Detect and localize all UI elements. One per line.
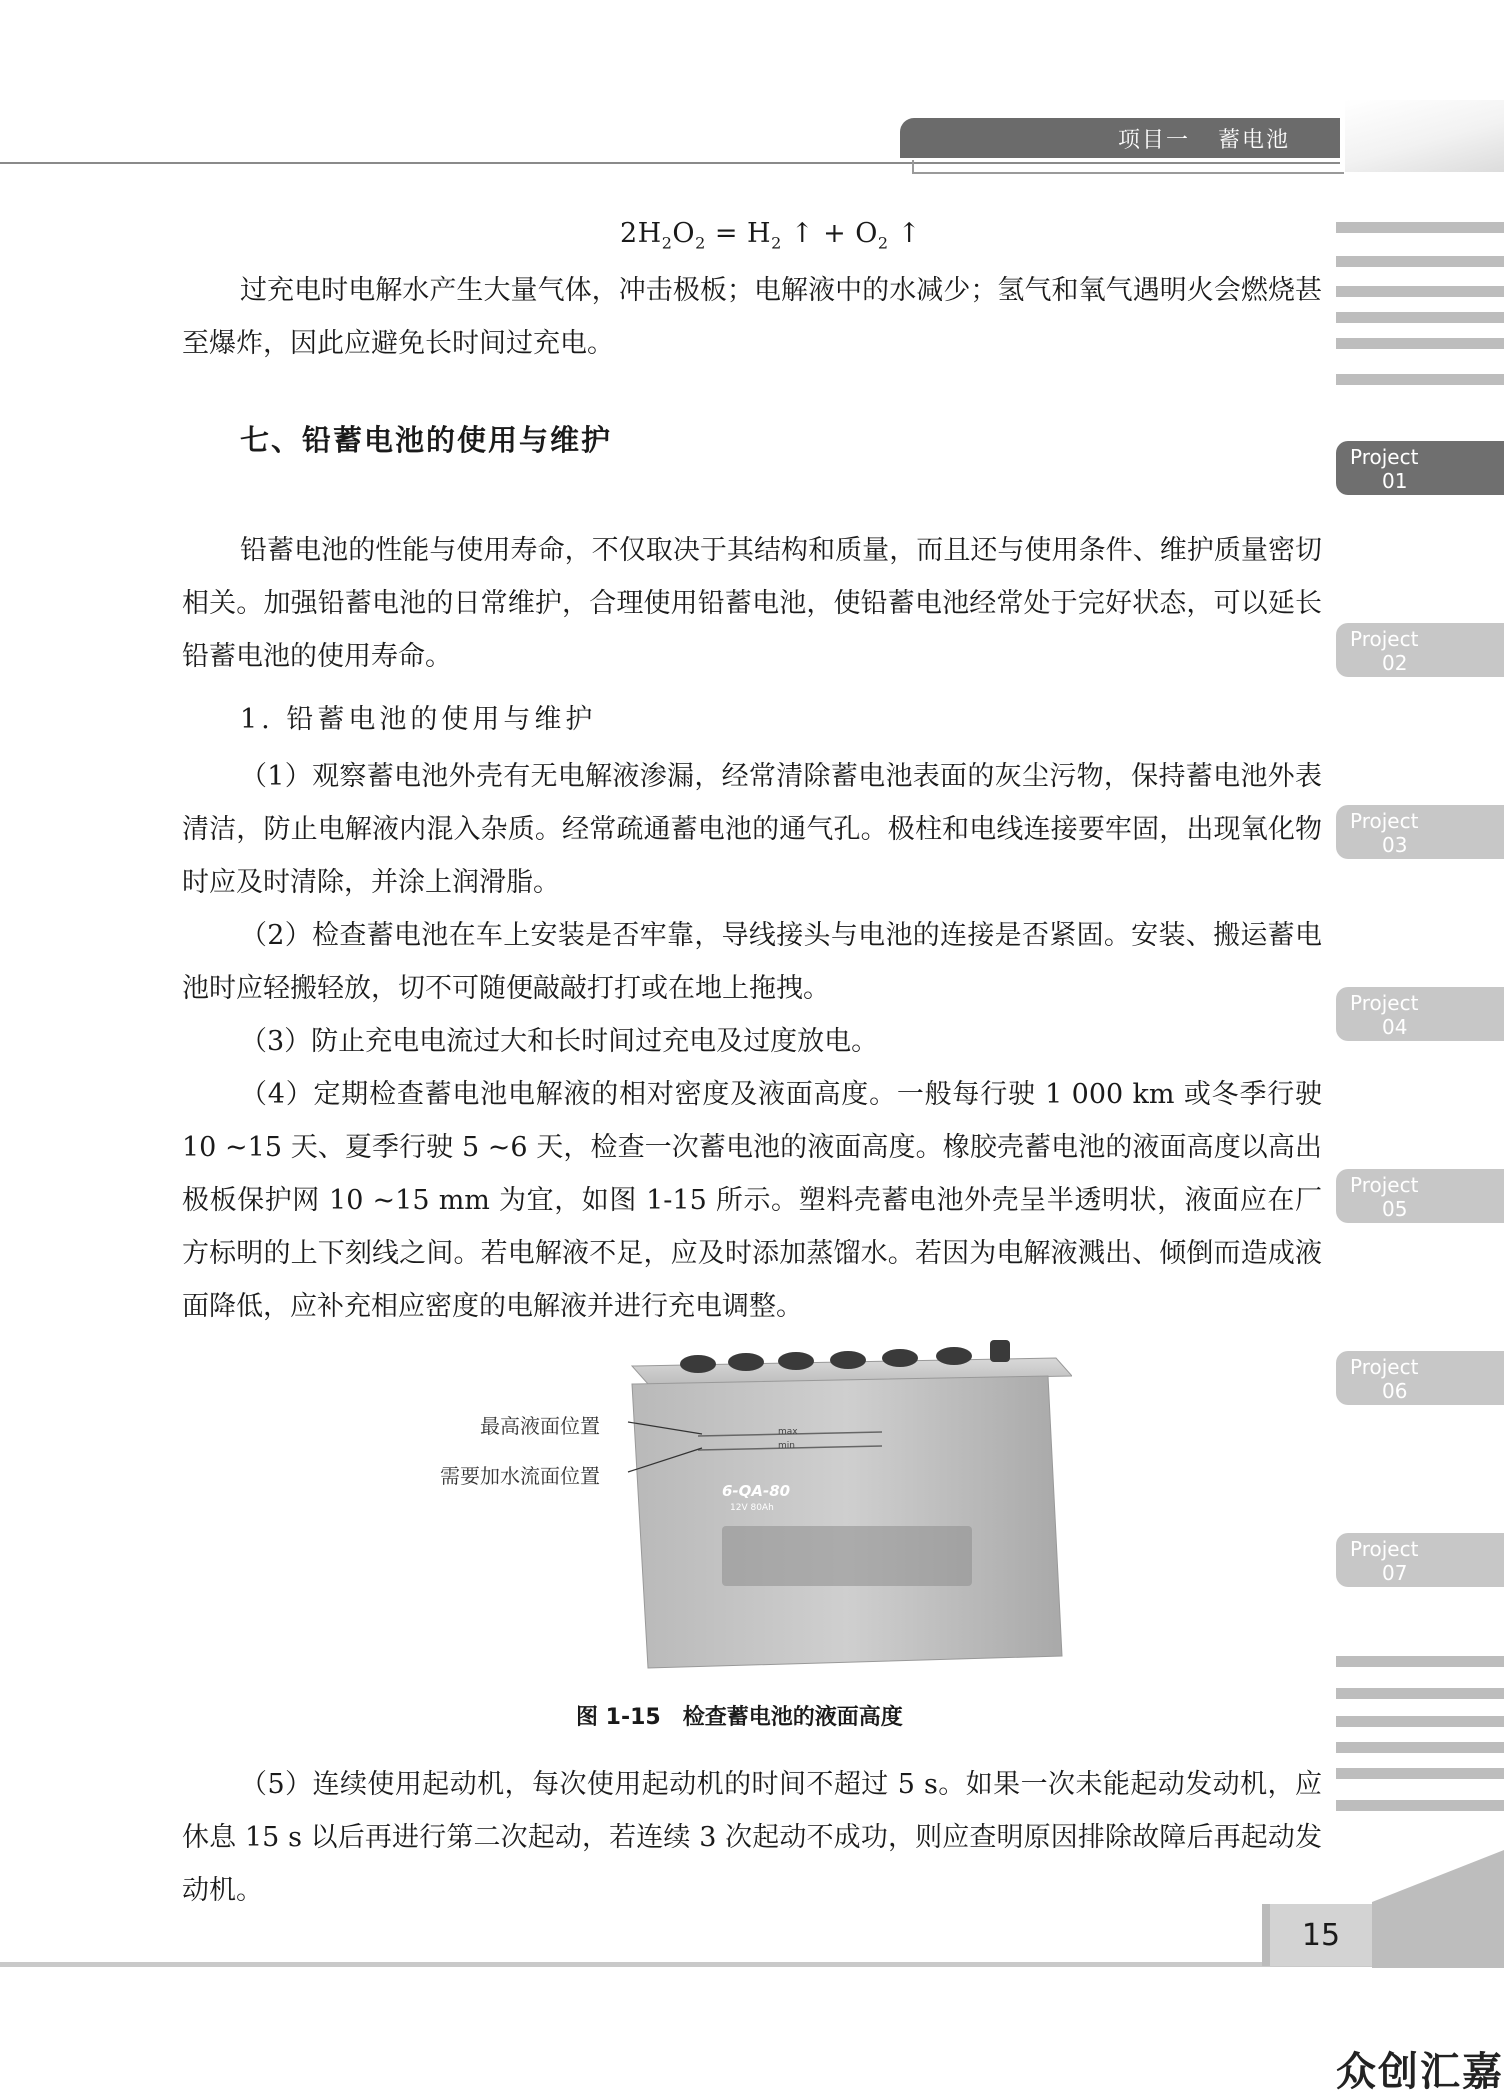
brand-watermark: 众创汇嘉: [1336, 2049, 1504, 2095]
project-tab-label: Project: [1350, 809, 1419, 833]
paragraph-overcharge: 过充电时电解水产生大量气体，冲击极板；电解液中的水减少；氢气和氧气遇明火会燃烧甚至爆炸，因此应避免长时间过充电。: [182, 275, 1322, 359]
project-tab-number: 03: [1382, 833, 1408, 857]
project-tab-06[interactable]: [1336, 1351, 1504, 1405]
project-tab-label: Project: [1350, 1355, 1419, 1379]
battery-spec-text: 12V 80Ah: [730, 1503, 774, 1513]
project-tab-number: 07: [1382, 1561, 1408, 1585]
battery-model-text: 6-QA-80: [722, 1482, 791, 1500]
label-min-level: 需要加水流面位置: [440, 1464, 600, 1488]
project-tab-01[interactable]: [1336, 441, 1504, 495]
decor-stripe: [1336, 222, 1504, 233]
decor-stripe: [1336, 1656, 1504, 1667]
footer-rule: [0, 1962, 1400, 1967]
decor-stripe: [1336, 374, 1504, 385]
min-mark: min: [778, 1441, 795, 1451]
decor-stripe: [1336, 1768, 1504, 1779]
header-tab-shadow: [912, 160, 1344, 174]
decor-stripe: [1336, 312, 1504, 323]
project-tab-02[interactable]: [1336, 623, 1504, 677]
figure-caption: 图 1-15 检查蓄电池的液面高度: [576, 1705, 903, 1730]
battery-label-blur: [722, 1526, 972, 1586]
battery-figure: [436, 1336, 1072, 1676]
project-tab-number: 02: [1382, 651, 1408, 675]
project-tab-label: Project: [1350, 1537, 1419, 1561]
project-tab-number: 04: [1382, 1015, 1408, 1039]
label-max-level: 最高液面位置: [480, 1414, 600, 1438]
project-tab-04[interactable]: [1336, 987, 1504, 1041]
project-tab-07[interactable]: [1336, 1533, 1504, 1587]
page-number: 15: [1262, 1904, 1372, 1966]
paragraph-item-1: （1）观察蓄电池外壳有无电解液渗漏，经常清除蓄电池表面的灰尘污物，保持蓄电池外表清洁，防止电解液内混入杂质。经常疏通蓄电池的通气孔。极柱和电线连接要牢固，出现氧化物时应及时清除，并涂上润滑脂。: [182, 761, 1322, 898]
subsection-heading: 1. 铅蓄电池的使用与维护: [240, 704, 597, 735]
project-tab-label: Project: [1350, 445, 1419, 469]
section-heading: 七、铅蓄电池的使用与维护: [240, 423, 613, 457]
footer-wedge-decoration: [1372, 1850, 1504, 1968]
project-tab-05[interactable]: [1336, 1169, 1504, 1223]
chemical-equation: $2H_2O_2 = H_2$ ↑ + $O_2$ ↑: [620, 218, 921, 253]
decor-stripe: [1336, 338, 1504, 349]
paragraph-item-4: （4）定期检查蓄电池电解液的相对密度及液面高度。一般每行驶 1 000 km 或冬季行驶 10 ~15 天、夏季行驶 5 ~6 天，检查一次蓄电池的液面高度。橡胶壳蓄电池的液面高度以高出极板保护网 10 ~15 mm 为宜，如图 1-15 所示。塑料壳蓄电池外壳呈半透明状，液面应在厂方标明的上下刻线之间。若电解液不足，应及时添加蒸馏水。若因为电解液溅出、倾倒而造成液面降低，应补充相应密度的电解液并进行充电调整。: [182, 1079, 1322, 1322]
decor-stripe: [1336, 286, 1504, 297]
paragraph-item-3: （3）防止充电电流过大和长时间过充电及过度放电。: [240, 1026, 879, 1057]
paragraph-intro: 铅蓄电池的性能与使用寿命，不仅取决于其结构和质量，而且还与使用条件、维护质量密切相关。加强铅蓄电池的日常维护，合理使用铅蓄电池，使铅蓄电池经常处于完好状态，可以延长铅蓄电池的使用寿命。: [182, 535, 1322, 672]
decor-stripe: [1336, 1716, 1504, 1727]
running-header: [900, 118, 1340, 158]
decor-stripe: [1336, 256, 1504, 267]
decor-stripe: [1336, 1742, 1504, 1753]
decor-stripe: [1336, 1688, 1504, 1699]
max-mark: max: [778, 1427, 798, 1437]
project-tab-number: 05: [1382, 1197, 1408, 1221]
project-tab-03[interactable]: [1336, 805, 1504, 859]
battery-illustration: [436, 1336, 1072, 1676]
paragraph-item-2: （2）检查蓄电池在车上安装是否牢靠，导线接头与电池的连接是否紧固。安装、搬运蓄电池时应轻搬轻放，切不可随便敲敲打打或在地上拖拽。: [182, 920, 1322, 1004]
header-project: 项目一: [1117, 127, 1190, 153]
project-tab-number: 01: [1382, 469, 1408, 493]
project-tab-label: Project: [1350, 991, 1419, 1015]
project-tab-label: Project: [1350, 627, 1419, 651]
decor-stripe: [1336, 1800, 1504, 1811]
project-tab-number: 06: [1382, 1379, 1408, 1403]
header-title: 蓄电池: [1217, 127, 1290, 153]
project-tab-label: Project: [1350, 1173, 1419, 1197]
header-corner-decoration: [1345, 100, 1504, 172]
paragraph-item-5: （5）连续使用起动机，每次使用起动机的时间不超过 5 s。如果一次未能起动发动机，应休息 15 s 以后再进行第二次起动，若连续 3 次起动不成功，则应查明原因排除故障后再起动发动机。: [182, 1769, 1322, 1906]
